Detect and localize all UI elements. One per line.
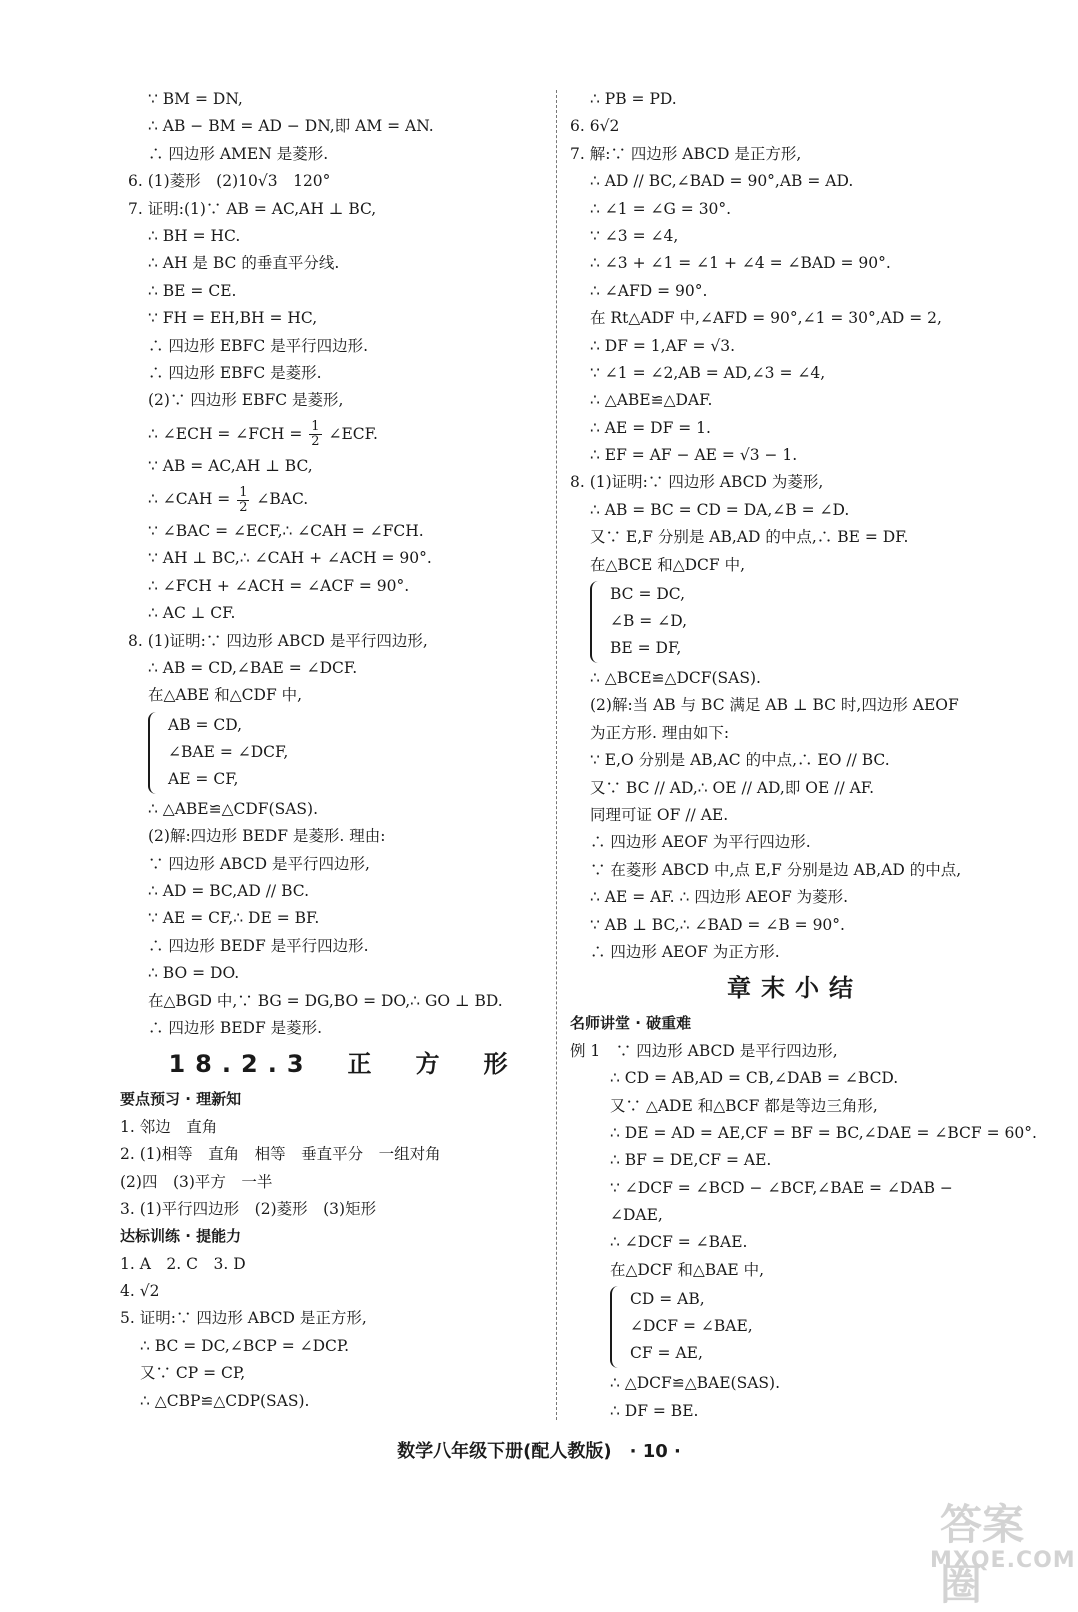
brace-system bbox=[580, 1286, 1010, 1368]
text-line: ∴ PB = PD. bbox=[590, 90, 677, 108]
text-line: 在△ABE 和△CDF 中, bbox=[148, 686, 303, 705]
text-line: ∴ DF = BE. bbox=[610, 1401, 699, 1420]
text-line: ∵ ∠1 = ∠2,AB = AD,∠3 = ∠4, bbox=[590, 363, 826, 382]
fraction-half bbox=[309, 420, 321, 449]
brace-item: BC = DC, bbox=[610, 585, 686, 604]
text-line: ∴ AH 是 BC 的垂直平分线. bbox=[148, 254, 340, 273]
text-line: ∴ 四边形 EBFC 是平行四边形. bbox=[148, 336, 369, 355]
brace-item: AE = CF, bbox=[168, 769, 239, 788]
fraction-numerator: 1 bbox=[239, 484, 248, 500]
text-line: ∵ AB = AC,AH ⊥ BC, bbox=[148, 456, 313, 475]
text-line: 同理可证 OF // AE. bbox=[590, 805, 729, 824]
text-line: ∴ BC = DC,∠BCP = ∠DCP. bbox=[140, 1336, 350, 1355]
text-line: ∴ ∠3 + ∠1 = ∠1 + ∠4 = ∠BAD = 90°. bbox=[590, 254, 891, 273]
brace-item: CD = AB, bbox=[630, 1290, 705, 1309]
text-line: ∴ ∠AFD = 90°. bbox=[590, 281, 708, 300]
text-line: ∴ 四边形 AEOF 为正方形. bbox=[590, 942, 780, 961]
text-line: ∵ BM = DN, bbox=[148, 90, 243, 108]
text-line: ∴ 四边形 BEDF 是菱形. bbox=[148, 1018, 323, 1037]
fraction-denominator: 2 bbox=[311, 434, 320, 450]
text-line: 1. A 2. C 3. D bbox=[120, 1254, 246, 1273]
text-line: ∴ DF = 1,AF = √3. bbox=[590, 336, 736, 355]
text-line-fraction bbox=[128, 480, 558, 518]
text-line: 又∵ CP = CP, bbox=[140, 1364, 246, 1383]
text-line: ∴ BO = DO. bbox=[148, 964, 240, 983]
text-line: 在 Rt△ADF 中,∠AFD = 90°,∠1 = 30°,AD = 2, bbox=[590, 309, 942, 328]
text-line: ∵ AB ⊥ BC,∴ ∠BAD = ∠B = 90°. bbox=[590, 915, 845, 934]
text-line: ∴ △ABE≌△DAF. bbox=[590, 391, 713, 410]
brace-system bbox=[580, 581, 1010, 663]
text-line: ∴ 四边形 AEOF 为平行四边形. bbox=[590, 833, 811, 852]
text-line: ∴ △DCF≌△BAE(SAS). bbox=[610, 1374, 781, 1393]
text-line: (2)∵ 四边形 EBFC 是菱形, bbox=[148, 391, 344, 410]
text-line: ∵ 在菱形 ABCD 中,点 E,F 分别是边 AB,AD 的中点, bbox=[590, 860, 962, 879]
text-line: (2)解:当 AB 与 BC 满足 AB ⊥ BC 时,四边形 AEOF bbox=[590, 696, 959, 715]
brace-system bbox=[128, 712, 558, 794]
brace-item: ∠DCF = ∠BAE, bbox=[630, 1317, 753, 1336]
column-divider bbox=[556, 90, 557, 1420]
text-line-fraction bbox=[128, 415, 558, 453]
text-line: ∴ AE = DF = 1. bbox=[590, 418, 711, 437]
text-line: ∴ AD // BC,∠BAD = 90°,AB = AD. bbox=[590, 172, 854, 191]
text-line: ∴ AB = BC = CD = DA,∠B = ∠D. bbox=[590, 500, 850, 519]
text-line: 为正方形. 理由如下: bbox=[590, 723, 730, 742]
watermark-url: MXQE.COM bbox=[930, 1548, 1076, 1573]
text-line: ∴ ∠DCF = ∠BAE. bbox=[610, 1233, 748, 1252]
text-line: ∴ △CBP≌△CDP(SAS). bbox=[140, 1391, 310, 1410]
text-line: ∴ 四边形 AMEN 是菱形. bbox=[148, 144, 329, 163]
text-line: 8. (1)证明:∵ 四边形 ABCD 是平行四边形, bbox=[128, 631, 428, 650]
left-brace bbox=[610, 1286, 626, 1368]
watermark-text: 答案圈 bbox=[940, 1500, 1025, 1609]
left-brace bbox=[148, 712, 164, 794]
text-line: 5. 证明:∵ 四边形 ABCD 是正方形, bbox=[120, 1309, 367, 1328]
text-line: ∵ FH = EH,BH = HC, bbox=[148, 309, 318, 328]
text-line: ∴ AD = BC,AD // BC. bbox=[148, 881, 309, 900]
text-line: (2)解:四边形 BEDF 是菱形. 理由: bbox=[148, 827, 386, 846]
text-line: ∵ ∠BAC = ∠ECF,∴ ∠CAH = ∠FCH. bbox=[148, 522, 424, 541]
section-title: 章末小结 bbox=[727, 974, 863, 1003]
page-footer: 数学八年级下册(配人教版) · 10 · bbox=[397, 1441, 681, 1462]
right-column bbox=[570, 86, 1037, 1425]
text-line: 又∵ BC // AD,∴ OE // AD,即 OE // AF. bbox=[590, 778, 875, 797]
left-column bbox=[120, 86, 558, 1415]
text-line: ∴ EF = AF − AE = √3 − 1. bbox=[590, 446, 798, 465]
text-line: 3. (1)平行四边形 (2)菱形 (3)矩形 bbox=[120, 1199, 377, 1218]
text-line: 6. 6√2 bbox=[570, 117, 620, 136]
text-line: 在△BCE 和△DCF 中, bbox=[590, 555, 746, 574]
text-line: 例 1 ∵ 四边形 ABCD 是平行四边形, bbox=[570, 1041, 838, 1060]
text-line: 8. (1)证明:∵ 四边形 ABCD 为菱形, bbox=[570, 473, 824, 492]
text-line: ∴ △ABE≌△CDF(SAS). bbox=[148, 799, 319, 818]
fraction-half bbox=[237, 486, 249, 515]
text-line: ∴ 四边形 EBFC 是菱形. bbox=[148, 363, 322, 382]
text-line: ∴ CD = AB,AD = CB,∠DAB = ∠BCD. bbox=[610, 1069, 899, 1088]
text-line: 2. (1)相等 直角 相等 垂直平分 一组对角 bbox=[120, 1145, 441, 1164]
text-line: 又∵ △ADE 和△BCF 都是等边三角形, bbox=[610, 1096, 878, 1115]
fraction-numerator: 1 bbox=[311, 419, 320, 435]
text-line: 在△BGD 中,∵ BG = DG,BO = DO,∴ GO ⊥ BD. bbox=[148, 991, 503, 1010]
text-line: ∵ ∠DCF = ∠BCD − ∠BCF,∠BAE = ∠DAB − bbox=[610, 1178, 953, 1197]
text-line: 7. 证明:(1)∵ AB = AC,AH ⊥ BC, bbox=[128, 199, 377, 218]
text-line: ∴ ∠1 = ∠G = 30°. bbox=[590, 199, 732, 218]
brace-item: BE = DF, bbox=[610, 639, 682, 658]
text-line: ∵ E,O 分别是 AB,AC 的中点,∴ EO // BC. bbox=[590, 751, 890, 770]
text-line: ∵ 四边形 ABCD 是平行四边形, bbox=[148, 854, 370, 873]
text-line: ∵ ∠3 = ∠4, bbox=[590, 226, 679, 245]
text-line: 又∵ E,F 分别是 AB,AD 的中点,∴ BE = DF. bbox=[590, 528, 909, 547]
text-segment: ∴ ∠ECH = ∠FCH = bbox=[148, 424, 303, 443]
text-line: ∵ AH ⊥ BC,∴ ∠CAH + ∠ACH = 90°. bbox=[148, 549, 432, 568]
text-line: ∴ AB − BM = AD − DN,即 AM = AN. bbox=[148, 117, 434, 136]
brace-item: CF = AE, bbox=[630, 1344, 703, 1363]
text-line: ∴ AE = AF. ∴ 四边形 AEOF 为菱形. bbox=[590, 888, 849, 907]
text-line: ∴ BH = HC. bbox=[148, 226, 241, 245]
fraction-denominator: 2 bbox=[239, 499, 248, 515]
brace-item: ∠B = ∠D, bbox=[610, 612, 688, 631]
text-line: (2)四 (3)平方 一半 bbox=[120, 1172, 273, 1191]
text-line: ∴ BE = CE. bbox=[148, 281, 237, 300]
text-line: 1. 邻边 直角 bbox=[120, 1117, 218, 1136]
subsection-heading: 要点预习 · 理新知 bbox=[120, 1090, 242, 1109]
text-line: ∴ AC ⊥ CF. bbox=[148, 604, 236, 623]
left-brace bbox=[590, 581, 606, 663]
watermark-logo bbox=[930, 1492, 1076, 1609]
text-line: ∴ 四边形 BEDF 是平行四边形. bbox=[148, 936, 369, 955]
text-line: ∴ △BCE≌△DCF(SAS). bbox=[590, 669, 761, 688]
text-line: 4. √2 bbox=[120, 1282, 160, 1301]
text-line: ∵ AE = CF,∴ DE = BF. bbox=[148, 909, 320, 928]
section-title: 18.2.3 正 方 形 bbox=[168, 1050, 518, 1079]
text-segment: ∴ ∠CAH = bbox=[148, 490, 231, 509]
subsection-heading: 名师讲堂 · 破重难 bbox=[570, 1014, 692, 1033]
text-line: ∠DAE, bbox=[610, 1206, 663, 1225]
text-line: ∴ ∠FCH + ∠ACH = ∠ACF = 90°. bbox=[148, 576, 410, 595]
text-line: 6. (1)菱形 (2)10√3 120° bbox=[128, 172, 331, 191]
text-line: 在△DCF 和△BAE 中, bbox=[610, 1260, 765, 1279]
text-segment: ∠BAC. bbox=[256, 490, 309, 509]
text-line: ∴ BF = DE,CF = AE. bbox=[610, 1151, 772, 1170]
text-line: ∴ DE = AD = AE,CF = BF = BC,∠DAE = ∠BCF = 60°. bbox=[610, 1123, 1037, 1142]
text-segment: ∠ECF. bbox=[328, 424, 378, 443]
subsection-heading: 达标训练 · 提能力 bbox=[120, 1227, 242, 1246]
brace-item: AB = CD, bbox=[168, 715, 243, 734]
text-line: 7. 解:∵ 四边形 ABCD 是正方形, bbox=[570, 144, 802, 163]
brace-item: ∠BAE = ∠DCF, bbox=[168, 742, 289, 761]
text-line: ∴ AB = CD,∠BAE = ∠DCF. bbox=[148, 659, 358, 678]
